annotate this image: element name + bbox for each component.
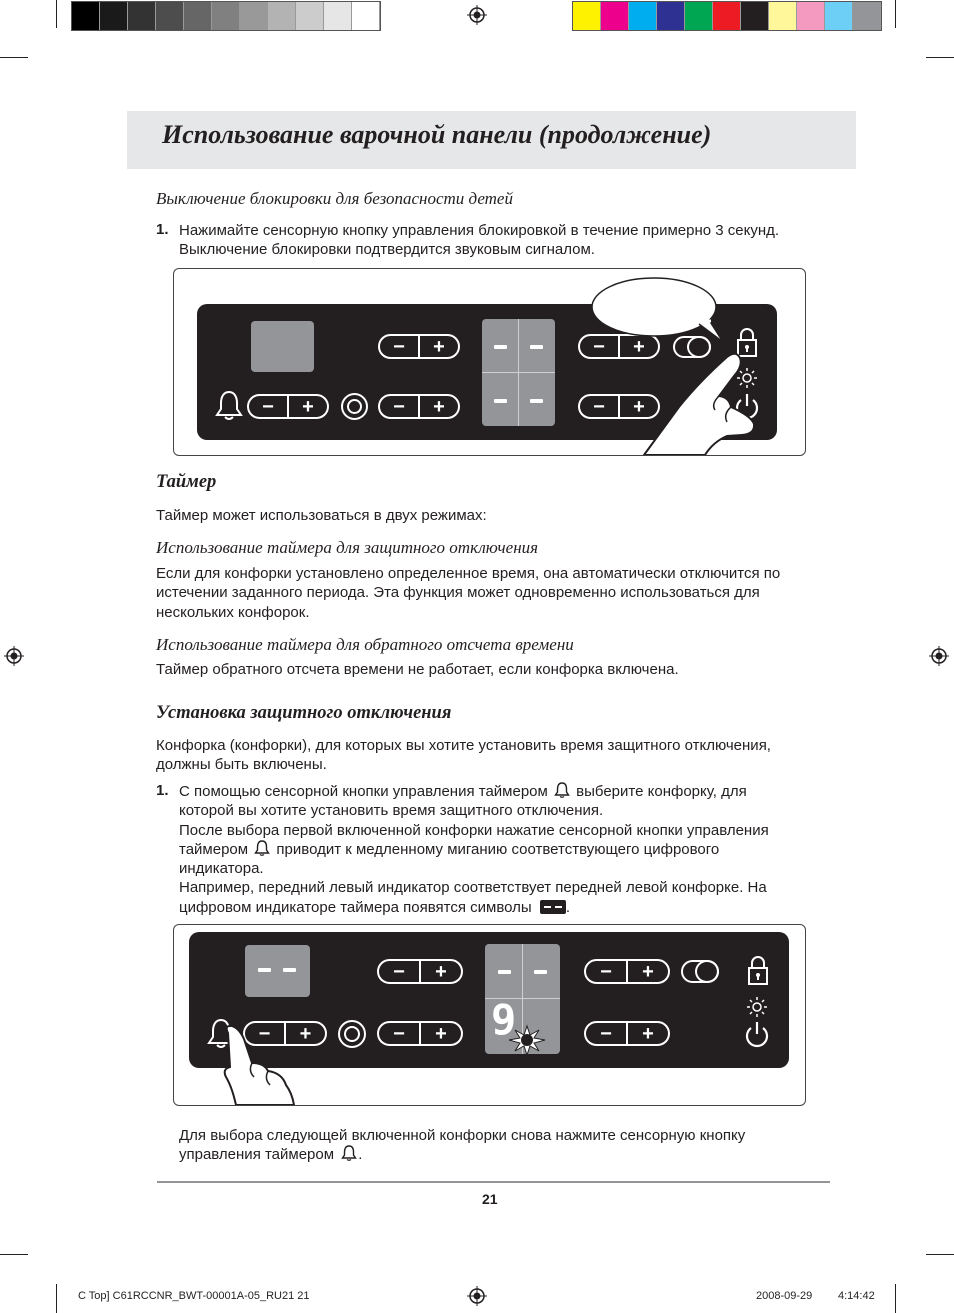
timer-mode1-title: Использование таймера для защитного отключения: [156, 538, 539, 557]
step-number: 1.: [156, 782, 169, 799]
color-swatch: [741, 2, 769, 30]
zone-control-rear-right[interactable]: − +: [584, 959, 670, 984]
power-icon[interactable]: [744, 1020, 770, 1050]
bell-icon: [554, 782, 570, 798]
crop-mark: [926, 1254, 954, 1255]
page-title: Использование варочной панели (продолжение): [162, 120, 712, 149]
dash-segment: [494, 399, 507, 403]
dash-segment: [258, 968, 271, 972]
grey-swatch: [212, 2, 240, 30]
step-text: Нажимайте сенсорную кнопку управления блокировкой в течение примерно 3 секунд. Выключение блокировки подтвердится звуковым сигналом.: [179, 222, 780, 259]
color-swatch: [825, 2, 853, 30]
dash-segment: [530, 399, 543, 403]
grey-swatch: [72, 2, 100, 30]
crop-mark: [926, 57, 954, 58]
zone-control-rear-left[interactable]: − +: [377, 959, 463, 984]
color-swatch: [713, 2, 741, 30]
grey-swatch: [268, 2, 296, 30]
bell-icon: [254, 840, 270, 856]
control-panel-figure-2: [173, 924, 806, 1106]
grey-swatch: [100, 2, 128, 30]
section-subtitle: Выключение блокировки для безопасности детей: [156, 189, 513, 208]
zone-control-front-right[interactable]: − +: [584, 1021, 670, 1046]
dual-zone-ring: [695, 960, 719, 983]
color-swatch: [657, 2, 685, 30]
timer-mode2-text: Таймер обратного отсчета времени не работает, если конфорка включена.: [156, 661, 679, 678]
section-heading-timer: Таймер: [156, 472, 217, 492]
hand-pointer-icon: [639, 352, 769, 455]
color-swatch: [601, 2, 629, 30]
timer-control[interactable]: − +: [243, 1021, 327, 1046]
zone-select-inner: [344, 1026, 360, 1042]
dash-dash-symbol: [540, 900, 566, 914]
zone-select-inner: [347, 399, 362, 414]
zone-control-rear-left[interactable]: − +: [378, 334, 460, 359]
next-burner-text: Для выбора следующей включенной конфорки снова нажмите сенсорную кнопку управления таймером .: [179, 1127, 746, 1164]
lock-icon[interactable]: [746, 954, 770, 986]
grey-scale-bar: [71, 1, 381, 31]
timer-display: [245, 945, 310, 997]
dash-segment: [283, 968, 296, 972]
color-swatch: [797, 2, 825, 30]
bell-icon[interactable]: [215, 389, 243, 421]
blinking-digit: 9: [491, 995, 517, 1044]
speech-bubble: [591, 275, 726, 345]
grey-swatch: [156, 2, 184, 30]
timer-display: [251, 321, 314, 372]
print-date: 2008-09-29: [756, 1290, 813, 1302]
step-text: С помощью сенсорной кнопки управления таймером выберите конфорку, для которой вы хотите установить время защитного отключения. После выбора первой включенной конфорки нажатие сенсорной кнопки управления таймером приводит к медленному миганию соответствующего цифрового индикатора. Например, передний левый индикатор соответствует передней левой конфорке. На цифровом индикаторе таймера появятся символы .: [179, 783, 769, 916]
dash-segment: [494, 345, 507, 349]
safety-intro: Конфорка (конфорки), для которых вы хотите установить время защитного отключения, должны быть включены.: [156, 737, 771, 774]
color-swatch: [769, 2, 797, 30]
grey-swatch: [324, 2, 352, 30]
print-file-name: C Top] C61RCCNR_BWT-00001A-05_RU21 21: [78, 1290, 310, 1302]
grey-swatch: [352, 2, 380, 30]
registration-mark-icon: [4, 646, 24, 666]
color-swatch: [685, 2, 713, 30]
section-heading-safety-off: Установка защитного отключения: [156, 703, 452, 723]
crop-mark: [56, 0, 57, 28]
dash-segment: [530, 345, 543, 349]
grey-swatch: [240, 2, 268, 30]
timer-control[interactable]: − +: [247, 394, 329, 419]
sparkle-icon: [507, 1024, 547, 1056]
registration-mark-icon: [929, 646, 949, 666]
hand-pointer-icon: [204, 1025, 324, 1105]
zone-control-front-left[interactable]: − +: [378, 394, 460, 419]
timer-intro: Таймер может использоваться в двух режимах:: [156, 507, 487, 524]
registration-mark-icon: [467, 1286, 487, 1306]
dash-segment: [534, 970, 547, 974]
timer-mode1-text: Если для конфорки установлено определенное время, она автоматически отключится по истечении заданного периода. Эта функция может одновременно использоваться для нескольких конфорок.: [156, 565, 781, 621]
dash-segment: [498, 970, 511, 974]
crop-mark: [56, 1284, 57, 1313]
color-bar: [572, 1, 882, 31]
grey-swatch: [296, 2, 324, 30]
bell-icon: [341, 1145, 357, 1161]
page-number: 21: [482, 1191, 498, 1207]
light-icon: [746, 996, 768, 1018]
grey-swatch: [184, 2, 212, 30]
color-swatch: [573, 2, 601, 30]
crop-mark: [0, 1254, 28, 1255]
registration-mark-icon: [467, 5, 487, 25]
crop-mark: [895, 0, 896, 28]
color-swatch: [853, 2, 881, 30]
crop-mark: [0, 57, 28, 58]
zone-control-front-right[interactable]: − +: [578, 394, 660, 419]
zone-control-front-left[interactable]: − +: [377, 1021, 463, 1046]
grey-swatch: [128, 2, 156, 30]
step-number: 1.: [156, 221, 169, 238]
zone-display-divider: [482, 372, 555, 373]
zone-control-rear-right[interactable]: − +: [578, 334, 660, 359]
print-time: 4:14:42: [838, 1290, 875, 1302]
timer-mode2-title: Использование таймера для обратного отсчета времени: [156, 635, 574, 654]
color-swatch: [629, 2, 657, 30]
control-panel-figure-1: [173, 268, 806, 456]
footer-rule: [157, 1181, 830, 1183]
crop-mark: [895, 1284, 896, 1313]
